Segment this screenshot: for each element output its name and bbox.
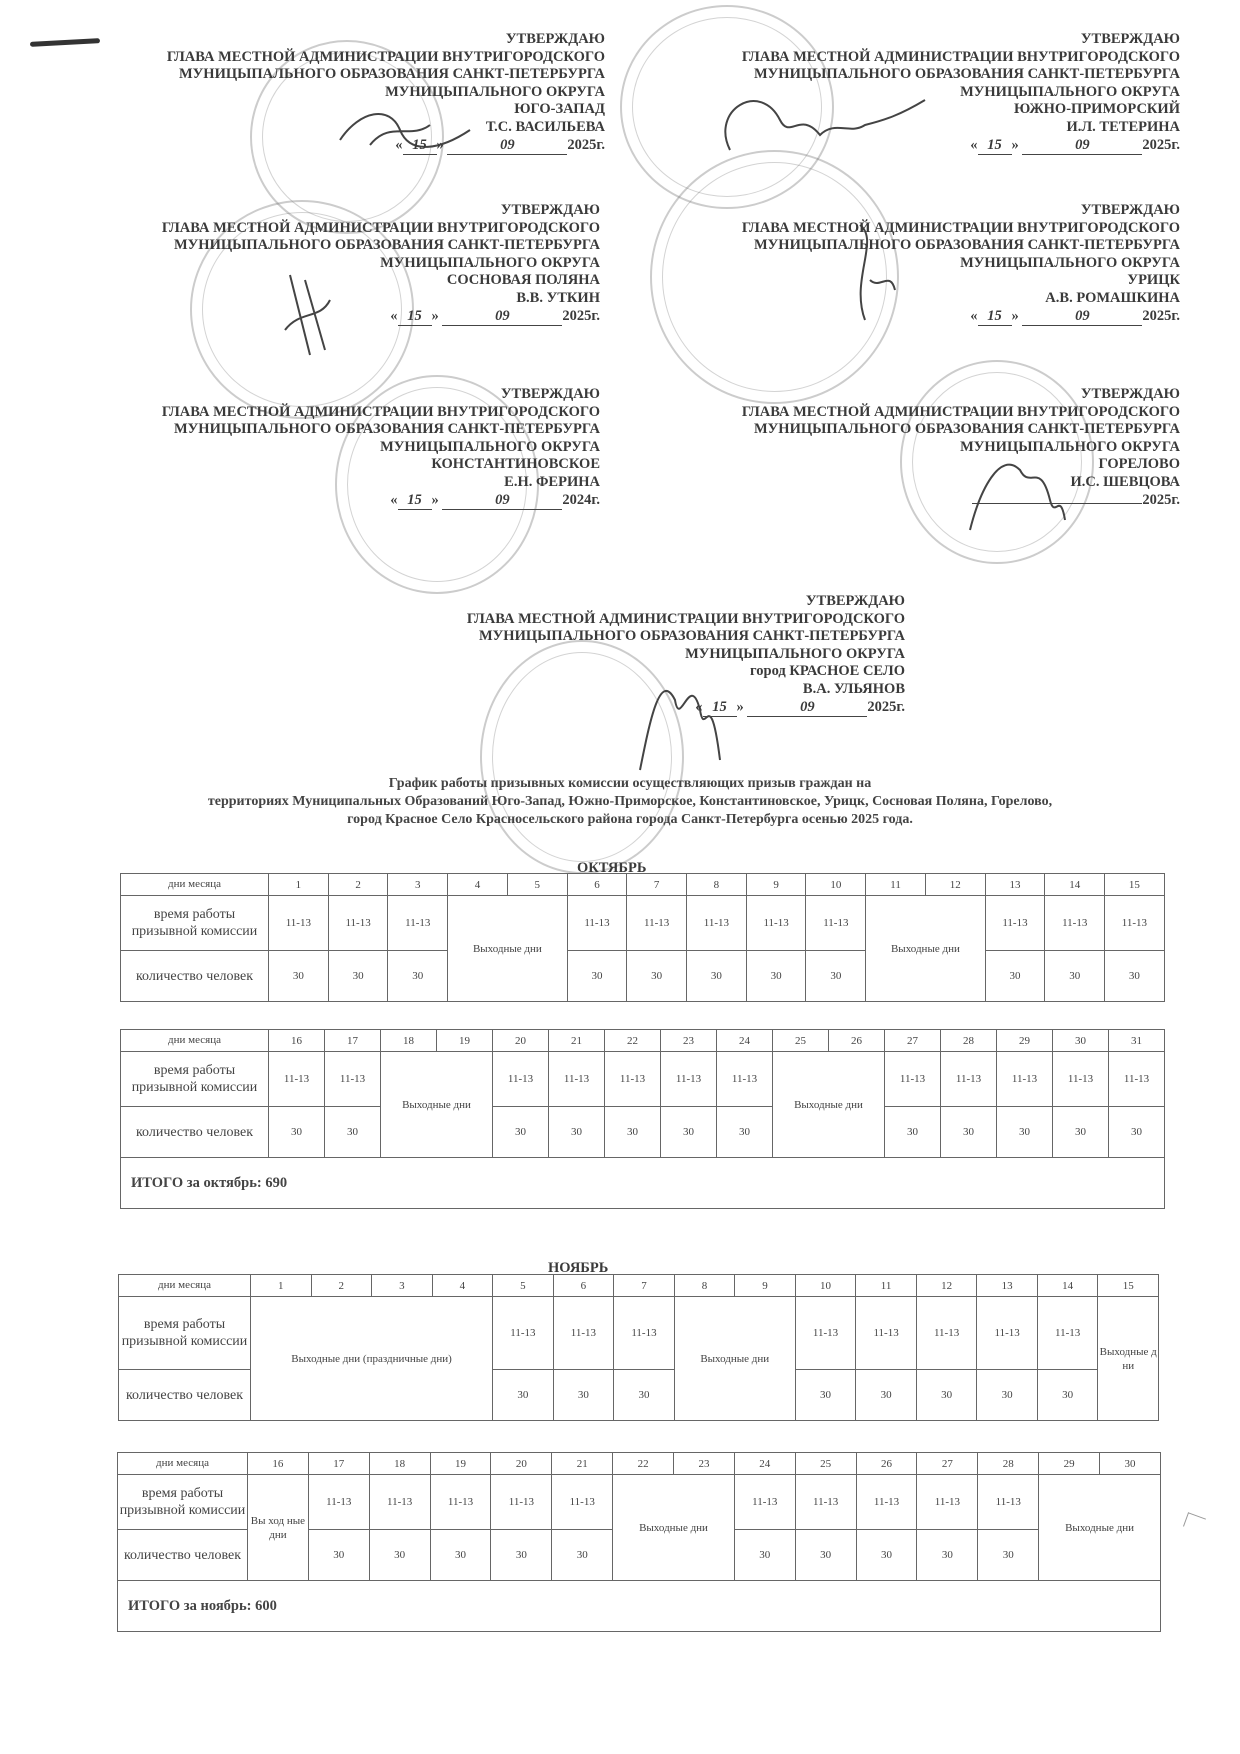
approval-position: МУНИЦЫПАЛЬНОГО ОКРУГА bbox=[960, 438, 1180, 455]
people-count-cell: 30 bbox=[916, 1370, 977, 1421]
schedule-table-october-1 bbox=[120, 873, 1165, 1002]
approval-district: ЮГО-ЗАПАД bbox=[514, 101, 605, 118]
approval-date: « 15 » 09 2025г. bbox=[360, 699, 905, 718]
approval-position: МУНИЦЫПАЛЬНОГО ОКРУГА bbox=[385, 83, 605, 100]
work-time-cell: 11-13 bbox=[978, 1475, 1039, 1530]
title-line: город Красное Село Красносельского района города Санкт-Петербурга осенью 2025 года. bbox=[347, 812, 913, 827]
people-count-cell: 30 bbox=[856, 1370, 917, 1421]
schedule-table-november-2 bbox=[117, 1452, 1161, 1632]
approval-position: ГЛАВА МЕСТНОЙ АДМИНИСТРАЦИИ ВНУТРИГОРОДСКОГО bbox=[161, 219, 600, 236]
row-label-count: количество человек bbox=[121, 951, 269, 1002]
day-cell: 11 bbox=[856, 1275, 917, 1297]
month-label-october: ОКТЯБРЬ bbox=[577, 860, 647, 876]
people-count-cell: 30 bbox=[795, 1370, 856, 1421]
approval-name: Е.Н. ФЕРИНА bbox=[504, 473, 600, 490]
people-count-cell: 30 bbox=[328, 951, 388, 1002]
people-count-cell: 30 bbox=[806, 951, 866, 1002]
approval-date: 2025г. bbox=[640, 492, 1180, 510]
day-off-cell: Выходные дни bbox=[448, 896, 567, 1002]
day-cell: 16 bbox=[269, 1030, 325, 1052]
day-cell: 10 bbox=[806, 874, 866, 896]
work-time-cell: 11-13 bbox=[997, 1052, 1053, 1107]
month-total: ИТОГО за ноябрь: 600 bbox=[118, 1581, 1161, 1632]
day-cell: 28 bbox=[978, 1453, 1039, 1475]
day-cell: 30 bbox=[1100, 1453, 1161, 1475]
day-cell: 6 bbox=[567, 874, 627, 896]
people-count-cell: 30 bbox=[1053, 1107, 1109, 1158]
day-cell: 23 bbox=[661, 1030, 717, 1052]
day-cell: 15 bbox=[1105, 874, 1165, 896]
people-count-cell: 30 bbox=[1105, 951, 1165, 1002]
day-cell: 7 bbox=[614, 1275, 675, 1297]
work-time-cell: 11-13 bbox=[746, 896, 806, 951]
row-label-days: дни месяца bbox=[119, 1275, 251, 1297]
work-time-cell: 11-13 bbox=[605, 1052, 661, 1107]
day-cell: 3 bbox=[372, 1275, 433, 1297]
work-time-cell: 11-13 bbox=[985, 896, 1045, 951]
work-time-cell: 11-13 bbox=[916, 1297, 977, 1370]
day-cell: 15 bbox=[1098, 1275, 1159, 1297]
people-count-cell: 30 bbox=[553, 1370, 614, 1421]
day-cell: 22 bbox=[605, 1030, 661, 1052]
people-count-cell: 30 bbox=[985, 951, 1045, 1002]
people-count-cell: 30 bbox=[885, 1107, 941, 1158]
work-time-cell: 11-13 bbox=[567, 896, 627, 951]
work-time-cell: 11-13 bbox=[1045, 896, 1105, 951]
work-time-cell: 11-13 bbox=[328, 896, 388, 951]
approval-position: ГЛАВА МЕСТНОЙ АДМИНИСТРАЦИИ ВНУТРИГОРОДСКОГО bbox=[161, 403, 600, 420]
work-time-cell: 11-13 bbox=[308, 1475, 369, 1530]
work-time-cell: 11-13 bbox=[627, 896, 687, 951]
month-label-november: НОЯБРЬ bbox=[548, 1260, 609, 1276]
approval-date: « 15 » 09 2025г. bbox=[640, 137, 1180, 156]
approval-heading: УТВЕРЖДАЮ bbox=[1080, 386, 1180, 402]
time-row bbox=[118, 1475, 1161, 1530]
approval-heading: УТВЕРЖДАЮ bbox=[500, 386, 600, 402]
people-count-cell: 30 bbox=[388, 951, 448, 1002]
day-off-cell: Выходные дни bbox=[613, 1475, 735, 1581]
approval-name: В.В. УТКИН bbox=[516, 289, 600, 306]
approval-name: А.В. РОМАШКИНА bbox=[1045, 289, 1180, 306]
approval-position: ГЛАВА МЕСТНОЙ АДМИНИСТРАЦИИ ВНУТРИГОРОДСКОГО bbox=[741, 219, 1180, 236]
row-label-time: время работы призывной комиссии bbox=[119, 1297, 251, 1370]
work-time-cell: 11-13 bbox=[687, 896, 747, 951]
day-cell: 19 bbox=[437, 1030, 493, 1052]
approval-district: ЮЖНО-ПРИМОРСКИЙ bbox=[1014, 101, 1180, 118]
approval-position: МУНИЦЫПАЛЬНОГО ОБРАЗОВАНИЯ САНКТ-ПЕТЕРБУРГА bbox=[753, 237, 1180, 254]
approval-heading: УТВЕРЖДАЮ bbox=[500, 202, 600, 218]
day-cell: 17 bbox=[325, 1030, 381, 1052]
title-line: График работы призывных комиссии осуществляющих призыв граждан на bbox=[388, 776, 872, 791]
pen-mark bbox=[1183, 1512, 1206, 1533]
day-cell: 13 bbox=[977, 1275, 1038, 1297]
people-count-cell: 30 bbox=[493, 1370, 554, 1421]
day-cell: 17 bbox=[308, 1453, 369, 1475]
day-off-cell: Выходные дни bbox=[1098, 1297, 1159, 1421]
approval-position: ГЛАВА МЕСТНОЙ АДМИНИСТРАЦИИ ВНУТРИГОРОДСКОГО bbox=[741, 48, 1180, 65]
approval-position: МУНИЦЫПАЛЬНОГО ОКРУГА bbox=[960, 254, 1180, 271]
work-time-cell: 11-13 bbox=[1109, 1052, 1165, 1107]
day-cell: 3 bbox=[388, 874, 448, 896]
days-row bbox=[119, 1275, 1159, 1297]
people-count-cell: 30 bbox=[552, 1530, 613, 1581]
approval-name: В.А. УЛЬЯНОВ bbox=[802, 680, 905, 697]
approval-district: СОСНОВАЯ ПОЛЯНА bbox=[446, 272, 600, 289]
day-cell: 26 bbox=[829, 1030, 885, 1052]
approval-block-konstantinovskoe bbox=[80, 386, 600, 510]
schedule-table-october-2 bbox=[120, 1029, 1165, 1209]
people-count-cell: 30 bbox=[746, 951, 806, 1002]
approval-heading: УТВЕРЖДАЮ bbox=[1080, 202, 1180, 218]
approval-position: МУНИЦЫПАЛЬНОГО ОКРУГА bbox=[380, 438, 600, 455]
people-count-cell: 30 bbox=[717, 1107, 773, 1158]
day-cell: 24 bbox=[734, 1453, 795, 1475]
people-count-cell: 30 bbox=[605, 1107, 661, 1158]
approval-block-yugo-zapad bbox=[80, 31, 605, 155]
people-count-cell: 30 bbox=[661, 1107, 717, 1158]
row-label-time: время работы призывной комиссии bbox=[121, 896, 269, 951]
approval-name: И.Л. ТЕТЕРИНА bbox=[1066, 118, 1180, 135]
day-cell: 12 bbox=[916, 1275, 977, 1297]
approval-block-yuzhno-primorsky bbox=[640, 31, 1180, 155]
day-cell: 9 bbox=[746, 874, 806, 896]
work-time-cell: 11-13 bbox=[388, 896, 448, 951]
work-time-cell: 11-13 bbox=[734, 1475, 795, 1530]
people-count-cell: 30 bbox=[308, 1530, 369, 1581]
people-count-cell: 30 bbox=[1037, 1370, 1098, 1421]
total-row bbox=[118, 1581, 1161, 1632]
work-time-cell: 11-13 bbox=[493, 1052, 549, 1107]
count-row bbox=[121, 1107, 1165, 1158]
day-cell: 31 bbox=[1109, 1030, 1165, 1052]
work-time-cell: 11-13 bbox=[493, 1297, 554, 1370]
work-time-cell: 11-13 bbox=[1105, 896, 1165, 951]
approval-district: УРИЦК bbox=[1127, 272, 1180, 289]
day-off-cell: Выходные дни (праздничные дни) bbox=[251, 1297, 493, 1421]
work-time-cell: 11-13 bbox=[1037, 1297, 1098, 1370]
people-count-cell: 30 bbox=[734, 1530, 795, 1581]
day-cell: 1 bbox=[251, 1275, 312, 1297]
approval-heading: УТВЕРЖДАЮ bbox=[805, 593, 905, 609]
people-count-cell: 30 bbox=[977, 1370, 1038, 1421]
day-cell: 21 bbox=[552, 1453, 613, 1475]
approval-district: ГОРЕЛОВО bbox=[1098, 456, 1180, 473]
approval-date: « 15 » 09 2025г. bbox=[80, 308, 600, 327]
work-time-cell: 11-13 bbox=[856, 1475, 917, 1530]
work-time-cell: 11-13 bbox=[430, 1475, 491, 1530]
work-time-cell: 11-13 bbox=[369, 1475, 430, 1530]
day-cell: 20 bbox=[491, 1453, 552, 1475]
time-row bbox=[119, 1297, 1159, 1370]
approval-position: ГЛАВА МЕСТНОЙ АДМИНИСТРАЦИИ ВНУТРИГОРОДСКОГО bbox=[741, 403, 1180, 420]
day-cell: 18 bbox=[381, 1030, 437, 1052]
day-cell: 24 bbox=[717, 1030, 773, 1052]
day-off-cell: Выходные дни bbox=[674, 1297, 795, 1421]
approval-block-sosnovaya-polyana bbox=[80, 202, 600, 326]
day-cell: 29 bbox=[997, 1030, 1053, 1052]
work-time-cell: 11-13 bbox=[325, 1052, 381, 1107]
work-time-cell: 11-13 bbox=[552, 1475, 613, 1530]
document-title bbox=[100, 775, 1160, 829]
people-count-cell: 30 bbox=[491, 1530, 552, 1581]
approval-block-gorelovo bbox=[640, 386, 1180, 509]
people-count-cell: 30 bbox=[856, 1530, 917, 1581]
work-time-cell: 11-13 bbox=[269, 1052, 325, 1107]
day-cell: 7 bbox=[627, 874, 687, 896]
people-count-cell: 30 bbox=[917, 1530, 978, 1581]
day-cell: 30 bbox=[1053, 1030, 1109, 1052]
day-cell: 5 bbox=[507, 874, 567, 896]
row-label-days: дни месяца bbox=[121, 1030, 269, 1052]
day-cell: 14 bbox=[1037, 1275, 1098, 1297]
work-time-cell: 11-13 bbox=[941, 1052, 997, 1107]
day-cell: 22 bbox=[613, 1453, 674, 1475]
day-cell: 11 bbox=[866, 874, 926, 896]
approval-date: « 15 » 09 2025г. bbox=[80, 137, 605, 156]
approval-heading: УТВЕРЖДАЮ bbox=[1080, 31, 1180, 47]
row-label-count: количество человек bbox=[119, 1370, 251, 1421]
approval-date: « 15 » 09 2024г. bbox=[80, 492, 600, 511]
work-time-cell: 11-13 bbox=[491, 1475, 552, 1530]
approval-position: МУНИЦЫПАЛЬНОГО ОКРУГА bbox=[685, 645, 905, 662]
people-count-cell: 30 bbox=[269, 951, 329, 1002]
row-label-count: количество человек bbox=[121, 1107, 269, 1158]
day-cell: 4 bbox=[448, 874, 508, 896]
day-cell: 23 bbox=[674, 1453, 735, 1475]
day-off-cell: Выходные дни bbox=[773, 1052, 885, 1158]
day-cell: 2 bbox=[328, 874, 388, 896]
days-row bbox=[121, 1030, 1165, 1052]
total-row bbox=[121, 1158, 1165, 1209]
row-label-count: количество человек bbox=[118, 1530, 248, 1581]
approval-date: « 15 » 09 2025г. bbox=[640, 308, 1180, 327]
approval-position: МУНИЦЫПАЛЬНОГО ОБРАЗОВАНИЯ САНКТ-ПЕТЕРБУРГА bbox=[753, 421, 1180, 438]
approval-position: МУНИЦЫПАЛЬНОГО ОБРАЗОВАНИЯ САНКТ-ПЕТЕРБУРГА bbox=[178, 66, 605, 83]
day-cell: 9 bbox=[735, 1275, 796, 1297]
people-count-cell: 30 bbox=[997, 1107, 1053, 1158]
day-cell: 5 bbox=[493, 1275, 554, 1297]
work-time-cell: 11-13 bbox=[806, 896, 866, 951]
day-cell: 4 bbox=[432, 1275, 493, 1297]
work-time-cell: 11-13 bbox=[549, 1052, 605, 1107]
approval-position: ГЛАВА МЕСТНОЙ АДМИНИСТРАЦИИ ВНУТРИГОРОДСКОГО bbox=[466, 610, 905, 627]
work-time-cell: 11-13 bbox=[795, 1475, 856, 1530]
approval-position: МУНИЦЫПАЛЬНОГО ОКРУГА bbox=[380, 254, 600, 271]
approval-district: город КРАСНОЕ СЕЛО bbox=[750, 663, 905, 680]
approval-heading: УТВЕРЖДАЮ bbox=[505, 31, 605, 47]
people-count-cell: 30 bbox=[978, 1530, 1039, 1581]
people-count-cell: 30 bbox=[430, 1530, 491, 1581]
approval-position: ГЛАВА МЕСТНОЙ АДМИНИСТРАЦИИ ВНУТРИГОРОДСКОГО bbox=[166, 48, 605, 65]
day-cell: 21 bbox=[549, 1030, 605, 1052]
day-off-cell: Вы ход ные дни bbox=[248, 1475, 309, 1581]
work-time-cell: 11-13 bbox=[795, 1297, 856, 1370]
work-time-cell: 11-13 bbox=[553, 1297, 614, 1370]
day-cell: 27 bbox=[885, 1030, 941, 1052]
work-time-cell: 11-13 bbox=[977, 1297, 1038, 1370]
work-time-cell: 11-13 bbox=[885, 1052, 941, 1107]
work-time-cell: 11-13 bbox=[661, 1052, 717, 1107]
work-time-cell: 11-13 bbox=[717, 1052, 773, 1107]
row-label-days: дни месяца bbox=[121, 874, 269, 896]
day-cell: 28 bbox=[941, 1030, 997, 1052]
schedule-table-november-1 bbox=[118, 1274, 1159, 1421]
day-cell: 20 bbox=[493, 1030, 549, 1052]
approval-name: И.С. ШЕВЦОВА bbox=[1070, 473, 1180, 490]
people-count-cell: 30 bbox=[687, 951, 747, 1002]
people-count-cell: 30 bbox=[493, 1107, 549, 1158]
people-count-cell: 30 bbox=[627, 951, 687, 1002]
approval-district: КОНСТАНТИНОВСКОЕ bbox=[431, 456, 600, 473]
day-cell: 16 bbox=[248, 1453, 309, 1475]
day-cell: 18 bbox=[369, 1453, 430, 1475]
approval-position: МУНИЦЫПАЛЬНОГО ОКРУГА bbox=[960, 83, 1180, 100]
day-cell: 27 bbox=[917, 1453, 978, 1475]
day-cell: 2 bbox=[311, 1275, 372, 1297]
time-row bbox=[121, 896, 1165, 951]
day-cell: 8 bbox=[687, 874, 747, 896]
day-cell: 1 bbox=[269, 874, 329, 896]
day-cell: 19 bbox=[430, 1453, 491, 1475]
people-count-cell: 30 bbox=[614, 1370, 675, 1421]
work-time-cell: 11-13 bbox=[614, 1297, 675, 1370]
work-time-cell: 11-13 bbox=[1053, 1052, 1109, 1107]
title-line: территориях Муниципальных Образований Юго-Запад, Южно-Приморское, Константиновское, Урицк, Сосновая Поляна, Горелово, bbox=[207, 794, 1053, 809]
people-count-cell: 30 bbox=[1045, 951, 1105, 1002]
day-cell: 26 bbox=[856, 1453, 917, 1475]
day-cell: 10 bbox=[795, 1275, 856, 1297]
days-row bbox=[121, 874, 1165, 896]
day-cell: 12 bbox=[925, 874, 985, 896]
day-cell: 25 bbox=[795, 1453, 856, 1475]
day-cell: 14 bbox=[1045, 874, 1105, 896]
people-count-cell: 30 bbox=[567, 951, 627, 1002]
row-label-time: время работы призывной комиссии bbox=[121, 1052, 269, 1107]
month-total: ИТОГО за октябрь: 690 bbox=[121, 1158, 1165, 1209]
people-count-cell: 30 bbox=[941, 1107, 997, 1158]
day-cell: 6 bbox=[553, 1275, 614, 1297]
people-count-cell: 30 bbox=[325, 1107, 381, 1158]
work-time-cell: 11-13 bbox=[269, 896, 329, 951]
approval-position: МУНИЦЫПАЛЬНОГО ОБРАЗОВАНИЯ САНКТ-ПЕТЕРБУРГА bbox=[753, 66, 1180, 83]
day-cell: 25 bbox=[773, 1030, 829, 1052]
day-off-cell: Выходные дни bbox=[381, 1052, 493, 1158]
day-off-cell: Выходные дни bbox=[866, 896, 985, 1002]
approval-block-krasnoe-selo bbox=[360, 593, 905, 717]
day-cell: 13 bbox=[985, 874, 1045, 896]
day-cell: 8 bbox=[674, 1275, 735, 1297]
people-count-cell: 30 bbox=[1109, 1107, 1165, 1158]
approval-position: МУНИЦЫПАЛЬНОГО ОБРАЗОВАНИЯ САНКТ-ПЕТЕРБУРГА bbox=[478, 628, 905, 645]
work-time-cell: 11-13 bbox=[856, 1297, 917, 1370]
people-count-cell: 30 bbox=[549, 1107, 605, 1158]
day-off-cell: Выходные дни bbox=[1039, 1475, 1161, 1581]
count-row bbox=[121, 951, 1165, 1002]
approval-position: МУНИЦЫПАЛЬНОГО ОБРАЗОВАНИЯ САНКТ-ПЕТЕРБУРГА bbox=[173, 237, 600, 254]
work-time-cell: 11-13 bbox=[917, 1475, 978, 1530]
row-label-days: дни месяца bbox=[118, 1453, 248, 1475]
approval-name: Т.С. ВАСИЛЬЕВА bbox=[485, 118, 605, 135]
time-row bbox=[121, 1052, 1165, 1107]
days-row bbox=[118, 1453, 1161, 1475]
approval-block-uritsk bbox=[640, 202, 1180, 326]
approval-position: МУНИЦЫПАЛЬНОГО ОБРАЗОВАНИЯ САНКТ-ПЕТЕРБУРГА bbox=[173, 421, 600, 438]
people-count-cell: 30 bbox=[795, 1530, 856, 1581]
people-count-cell: 30 bbox=[369, 1530, 430, 1581]
day-cell: 29 bbox=[1039, 1453, 1100, 1475]
people-count-cell: 30 bbox=[269, 1107, 325, 1158]
row-label-time: время работы призывной комиссии bbox=[118, 1475, 248, 1530]
